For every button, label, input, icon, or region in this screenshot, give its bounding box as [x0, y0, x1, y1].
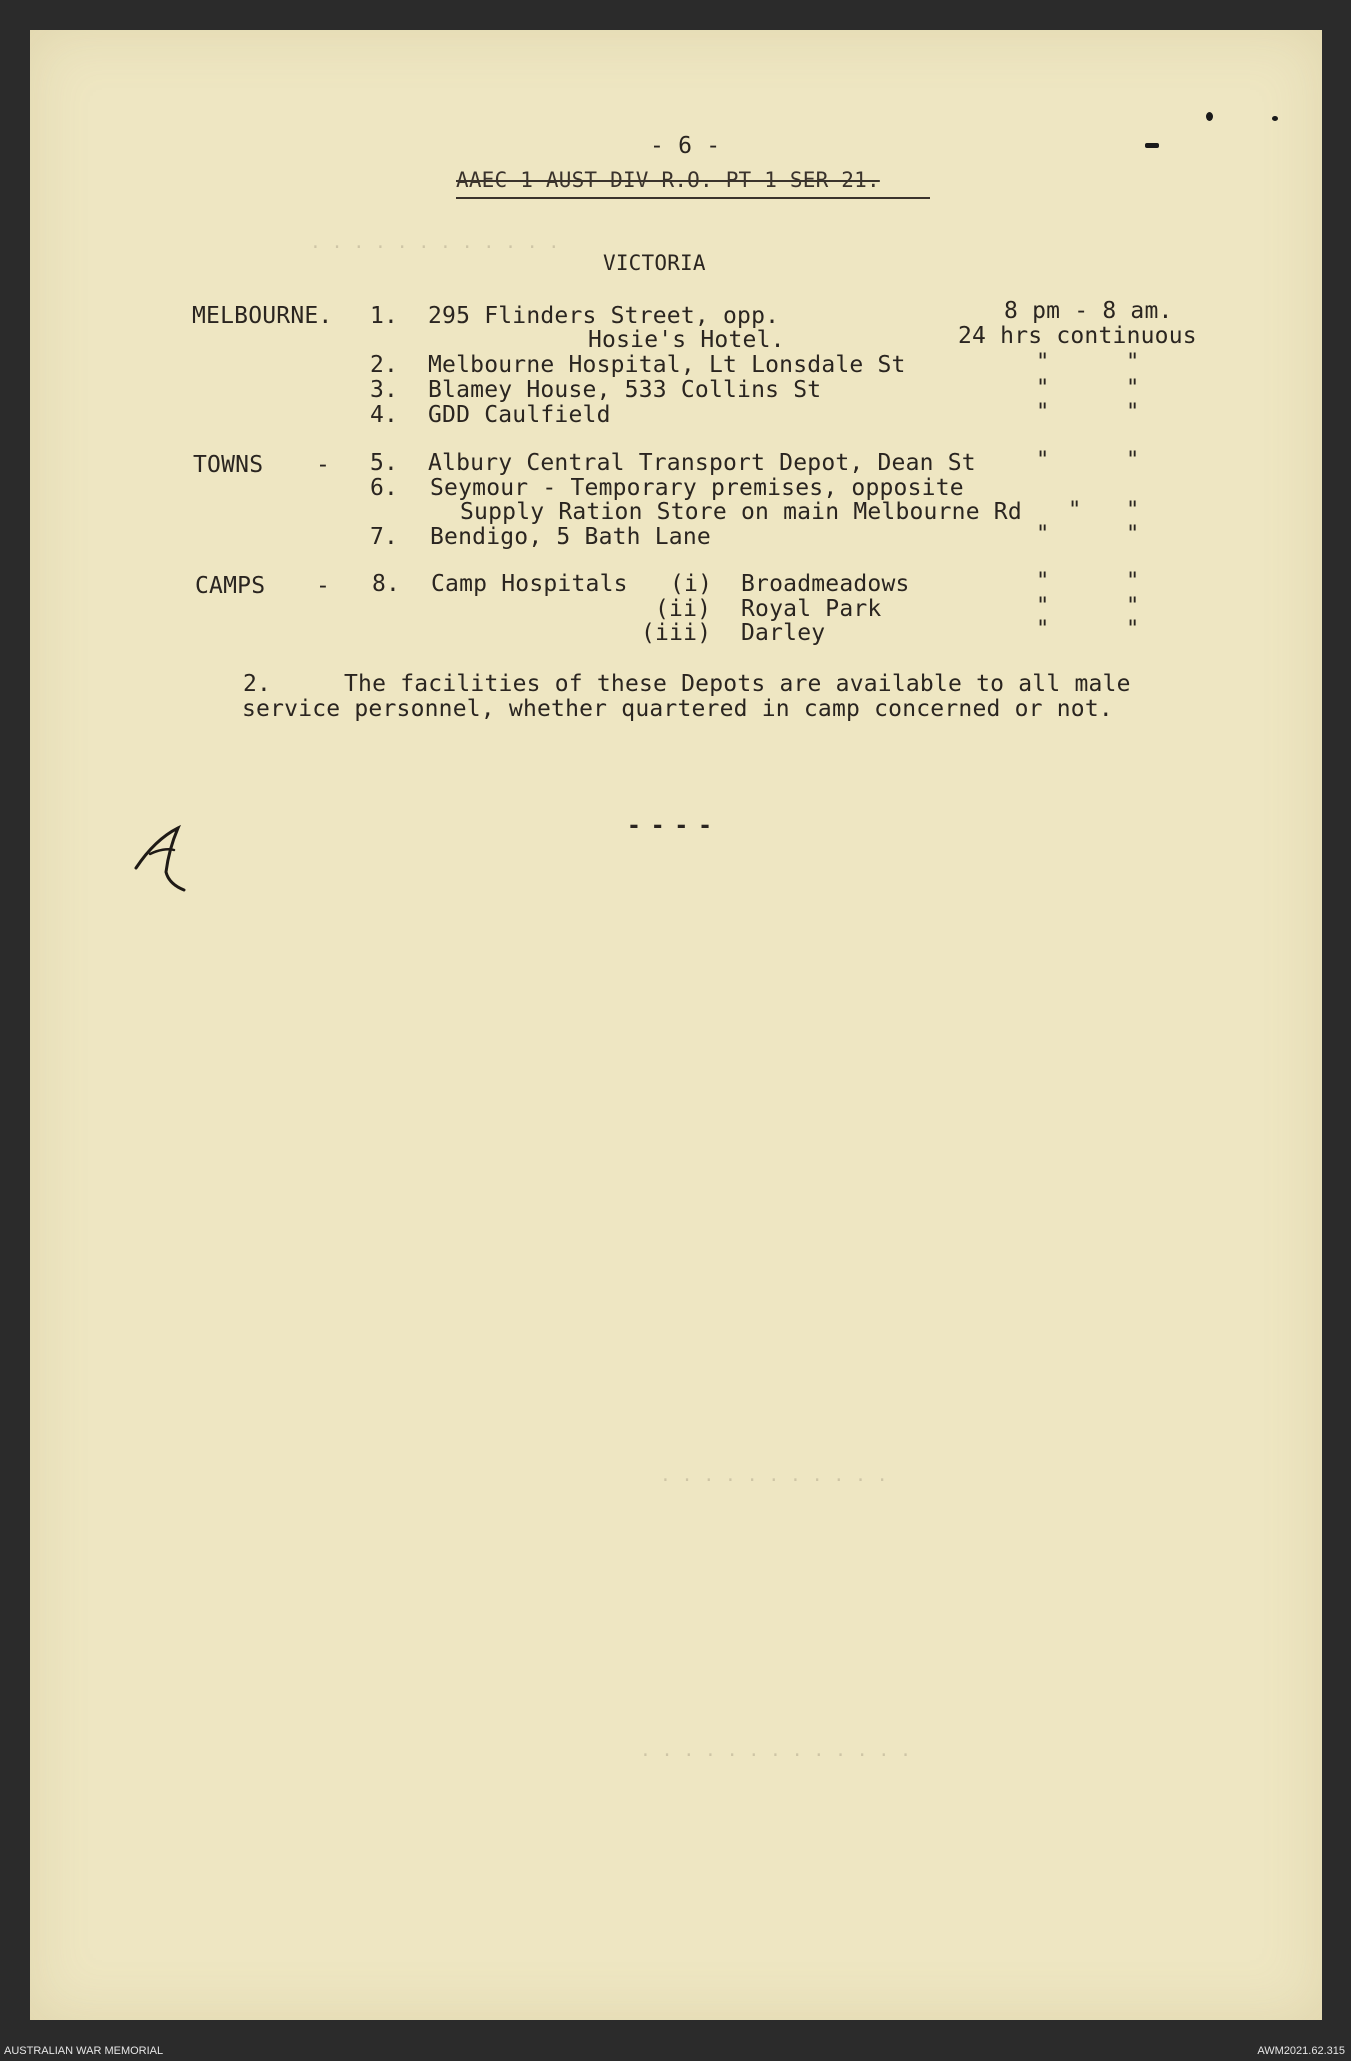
entry-text: Albury Central Transport Depot, Dean St — [428, 450, 976, 476]
ditto-mark: " — [1126, 522, 1140, 547]
paragraph-line: The facilities of these Depots are available to all male — [344, 671, 1131, 697]
reference-underline — [456, 197, 930, 199]
sub-place: Royal Park — [741, 596, 882, 622]
entry-number: 8. — [372, 571, 401, 597]
sub-place: Broadmeadows — [741, 571, 910, 597]
entry-number: 4. — [370, 402, 399, 428]
entry-text: Supply Ration Store on main Melbourne Rd — [460, 499, 1022, 525]
ditto-mark: " — [1036, 350, 1050, 375]
entry-text: Seymour - Temporary premises, opposite — [430, 475, 964, 501]
bleed-through: . . . . . . . . . . . . — [310, 232, 560, 253]
end-mark: - - - - — [627, 813, 710, 839]
ditto-mark: " — [1126, 376, 1140, 401]
ink-speck — [1272, 116, 1278, 121]
paragraph-line: service personnel, whether quartered in camp concerned or not. — [242, 696, 1113, 722]
group-label-camps: CAMPS — [195, 573, 266, 599]
ink-speck — [1145, 143, 1159, 148]
entry-text: Melbourne Hospital, Lt Lonsdale St — [428, 352, 906, 378]
ditto-mark: " — [1068, 498, 1082, 523]
paragraph-number: 2. — [243, 671, 272, 697]
entry-text: GDD Caulfield — [428, 402, 611, 428]
ditto-mark: " — [1036, 569, 1050, 594]
handwritten-initial — [128, 820, 198, 895]
sub-number: (ii) — [655, 596, 712, 622]
ditto-mark: " — [1126, 498, 1140, 523]
group-label-melbourne: MELBOURNE. — [192, 303, 333, 329]
sub-number: (i) — [670, 571, 713, 597]
footer-left: AUSTRALIAN WAR MEMORIAL — [4, 2045, 164, 2057]
group-dash: - — [316, 452, 331, 478]
entry-text: 295 Flinders Street, opp. — [428, 303, 780, 329]
section-heading: VICTORIA — [603, 251, 706, 275]
entry-number: 5. — [370, 450, 399, 476]
entry-number: 1. — [370, 303, 399, 329]
entry-number: 3. — [370, 377, 399, 403]
ditto-mark: " — [1036, 448, 1050, 473]
entry-text: Camp Hospitals — [431, 571, 628, 597]
entry-hours: 8 pm - 8 am. — [1004, 298, 1173, 324]
sub-place: Darley — [741, 620, 826, 646]
document-reference: AAEC 1 AUST DIV R.O. PT 1 SER 21. — [456, 168, 880, 192]
group-label-towns: TOWNS — [193, 452, 264, 478]
ditto-mark: " — [1036, 522, 1050, 547]
ditto-mark: " — [1036, 594, 1050, 619]
entry-hours: 24 hrs continuous — [958, 323, 1197, 349]
ditto-mark: " — [1126, 350, 1140, 375]
ditto-mark: " — [1036, 400, 1050, 425]
bleed-through: . . . . . . . . . . . . . — [640, 1740, 911, 1761]
ditto-mark: " — [1036, 376, 1050, 401]
ditto-mark: " — [1036, 617, 1050, 642]
ditto-mark: " — [1126, 400, 1140, 425]
entry-number: 2. — [370, 352, 399, 378]
bleed-through: . . . . . . . . . . . — [660, 1465, 888, 1486]
sub-number: (iii) — [641, 620, 712, 646]
ink-speck — [1206, 112, 1213, 121]
page-number: - 6 - — [650, 133, 721, 159]
entry-number: 7. — [370, 524, 399, 550]
entry-text: Blamey House, 533 Collins St — [428, 377, 822, 403]
entry-text: Bendigo, 5 Bath Lane — [430, 524, 711, 550]
group-dash: - — [316, 573, 331, 599]
ditto-mark: " — [1126, 594, 1140, 619]
ditto-mark: " — [1126, 569, 1140, 594]
ditto-mark: " — [1126, 448, 1140, 473]
entry-text: Hosie's Hotel. — [588, 327, 785, 353]
ditto-mark: " — [1126, 617, 1140, 642]
footer-right: AWM2021.62.315 — [1257, 2045, 1345, 2057]
entry-number: 6. — [370, 475, 399, 501]
